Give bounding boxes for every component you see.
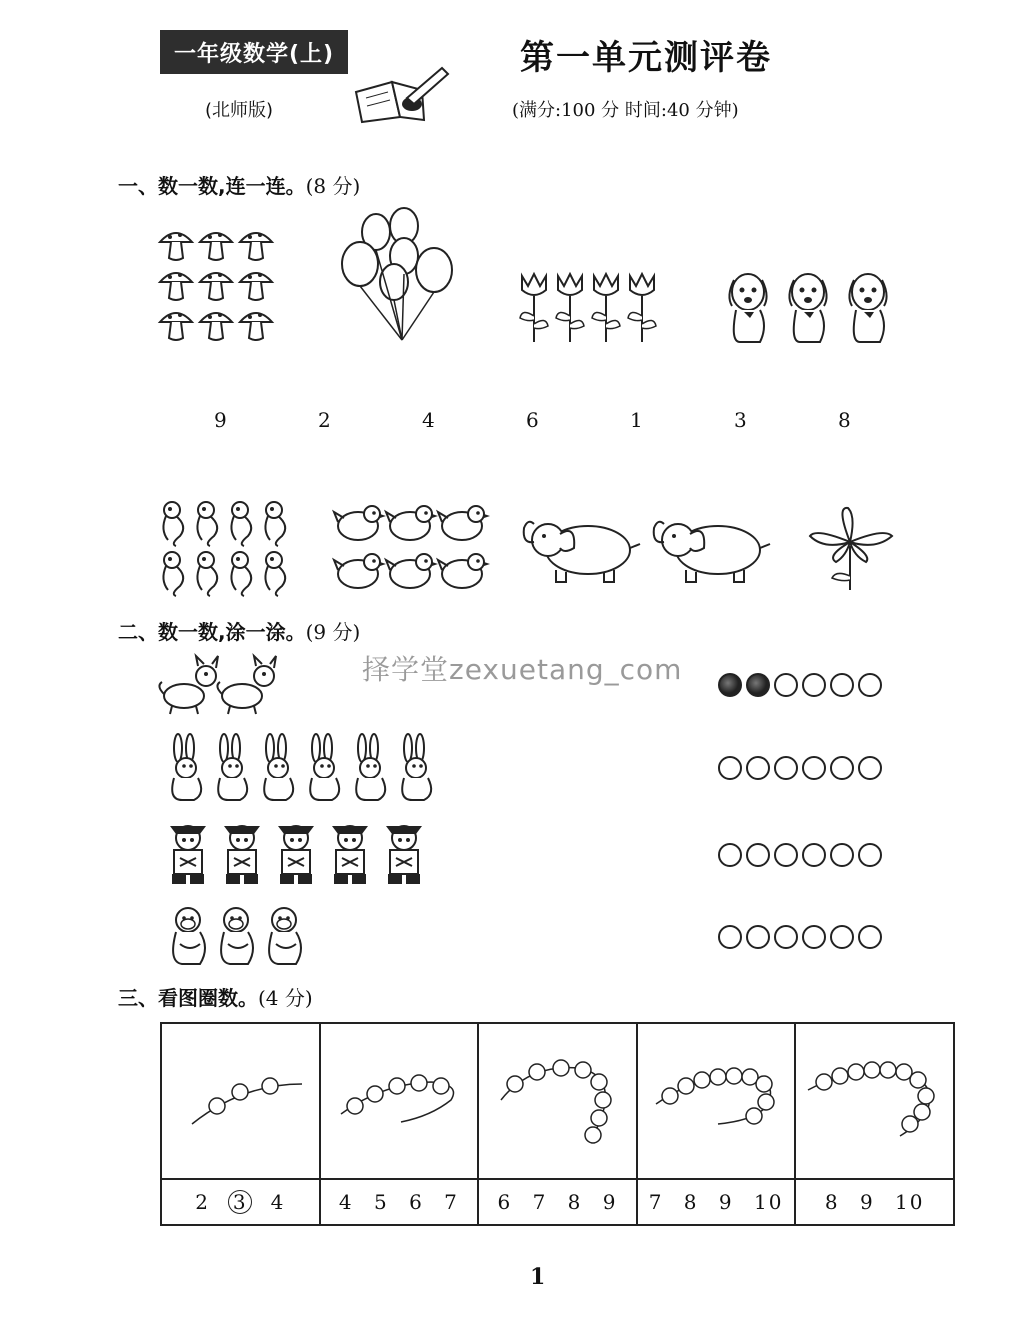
option[interactable]: 2 bbox=[195, 1190, 210, 1214]
abacus-cell-5 bbox=[795, 1023, 954, 1179]
option[interactable]: 10 bbox=[753, 1190, 784, 1214]
dogs-row-image bbox=[160, 656, 280, 716]
option[interactable]: 7 bbox=[648, 1190, 664, 1214]
filled-circle[interactable] bbox=[718, 673, 742, 697]
grade-badge: 一年级数学(上) bbox=[160, 30, 348, 74]
option-circled[interactable]: 3 bbox=[228, 1190, 252, 1214]
option[interactable]: 7 bbox=[444, 1190, 459, 1214]
options-cell-1 bbox=[161, 1179, 320, 1225]
score-time-info: (满分:100 分 时间:40 分钟) bbox=[512, 100, 739, 121]
abacus-cell-2 bbox=[320, 1023, 479, 1179]
empty-circle[interactable] bbox=[830, 843, 854, 867]
elephants-image bbox=[520, 514, 776, 586]
empty-circle[interactable] bbox=[802, 843, 826, 867]
option[interactable]: 8 bbox=[824, 1190, 840, 1214]
empty-circle[interactable] bbox=[718, 843, 742, 867]
section-2-label: 二、数一数,涂一涂。 bbox=[118, 620, 306, 644]
options-cell-4 bbox=[637, 1179, 796, 1225]
section-3-label: 三、看图圈数。 bbox=[118, 986, 258, 1010]
empty-circle[interactable] bbox=[746, 756, 770, 780]
answer-circles-bears bbox=[718, 843, 882, 867]
abacus-cell-4 bbox=[637, 1023, 796, 1179]
option[interactable]: 10 bbox=[895, 1190, 925, 1214]
flowers-image bbox=[518, 272, 666, 346]
filled-circle[interactable] bbox=[746, 673, 770, 697]
option[interactable]: 9 bbox=[602, 1190, 618, 1214]
bead-wire-image bbox=[638, 1024, 793, 1174]
section-1-label: 一、数一数,连一连。 bbox=[118, 174, 306, 198]
empty-circle[interactable] bbox=[802, 673, 826, 697]
empty-circle[interactable] bbox=[802, 925, 826, 949]
option[interactable]: 8 bbox=[567, 1190, 583, 1214]
empty-circle[interactable] bbox=[774, 925, 798, 949]
seahorses-image bbox=[160, 500, 300, 598]
section-3-points: (4 分) bbox=[258, 986, 313, 1010]
empty-circle[interactable] bbox=[746, 843, 770, 867]
balloons-image bbox=[338, 208, 458, 348]
empty-circle[interactable] bbox=[774, 843, 798, 867]
option[interactable]: 9 bbox=[859, 1190, 875, 1214]
empty-circle[interactable] bbox=[746, 925, 770, 949]
empty-circle[interactable] bbox=[774, 756, 798, 780]
option[interactable]: 9 bbox=[718, 1190, 734, 1214]
section-1-points: (8 分) bbox=[305, 174, 361, 198]
edition-label: (北师版) bbox=[205, 100, 274, 121]
option[interactable]: 4 bbox=[270, 1190, 286, 1214]
page-title: 第一单元测评卷 bbox=[520, 38, 772, 78]
empty-circle[interactable] bbox=[718, 756, 742, 780]
section-1-heading bbox=[118, 170, 360, 199]
answer-circles-rabbits bbox=[718, 756, 882, 780]
empty-circle[interactable] bbox=[774, 673, 798, 697]
empty-circle[interactable] bbox=[718, 925, 742, 949]
empty-circle[interactable] bbox=[858, 673, 882, 697]
section-3-heading bbox=[118, 982, 313, 1011]
section-2-heading bbox=[118, 616, 360, 645]
rabbits-row-image bbox=[164, 734, 440, 802]
bead-wire-image bbox=[162, 1024, 317, 1174]
bead-wire-image bbox=[321, 1024, 476, 1174]
option[interactable]: 6 bbox=[497, 1190, 513, 1214]
option[interactable]: 7 bbox=[532, 1190, 548, 1214]
number-9: 9 bbox=[214, 408, 227, 432]
section-2-points: (9 分) bbox=[305, 620, 361, 644]
number-3: 3 bbox=[734, 408, 747, 432]
answer-circles-dogs bbox=[718, 673, 882, 697]
book-pen-icon bbox=[352, 62, 452, 124]
option[interactable]: 8 bbox=[683, 1190, 699, 1214]
abacus-cell-3 bbox=[478, 1023, 637, 1179]
bears-row-image bbox=[164, 822, 426, 888]
empty-circle[interactable] bbox=[830, 756, 854, 780]
options-cell-5 bbox=[795, 1179, 954, 1225]
chicks-image bbox=[334, 502, 490, 596]
options-cell-2 bbox=[320, 1179, 479, 1225]
option[interactable]: 5 bbox=[373, 1190, 389, 1214]
number-2: 2 bbox=[318, 408, 331, 432]
watermark: 择学堂zexuetang_com bbox=[362, 653, 683, 686]
bead-wire-image bbox=[796, 1024, 951, 1174]
lily-flower-image bbox=[806, 506, 896, 592]
number-1: 1 bbox=[630, 408, 643, 432]
monkeys-row-image bbox=[166, 906, 310, 966]
answer-circles-monkeys bbox=[718, 925, 882, 949]
number-4: 4 bbox=[422, 408, 435, 432]
empty-circle[interactable] bbox=[830, 925, 854, 949]
empty-circle[interactable] bbox=[830, 673, 854, 697]
number-8: 8 bbox=[838, 408, 851, 432]
abacus-cell-1 bbox=[161, 1023, 320, 1179]
bead-wire-image bbox=[479, 1024, 634, 1174]
empty-circle[interactable] bbox=[858, 756, 882, 780]
puppies-image bbox=[726, 266, 900, 346]
empty-circle[interactable] bbox=[858, 843, 882, 867]
empty-circle[interactable] bbox=[802, 756, 826, 780]
number-6: 6 bbox=[526, 408, 539, 432]
abacus-table bbox=[160, 1022, 955, 1226]
mushrooms-image bbox=[158, 228, 278, 348]
page-number: 1 bbox=[530, 1264, 546, 1290]
option[interactable]: 4 bbox=[338, 1190, 354, 1214]
empty-circle[interactable] bbox=[858, 925, 882, 949]
option[interactable]: 6 bbox=[409, 1190, 424, 1214]
options-cell-3 bbox=[478, 1179, 637, 1225]
